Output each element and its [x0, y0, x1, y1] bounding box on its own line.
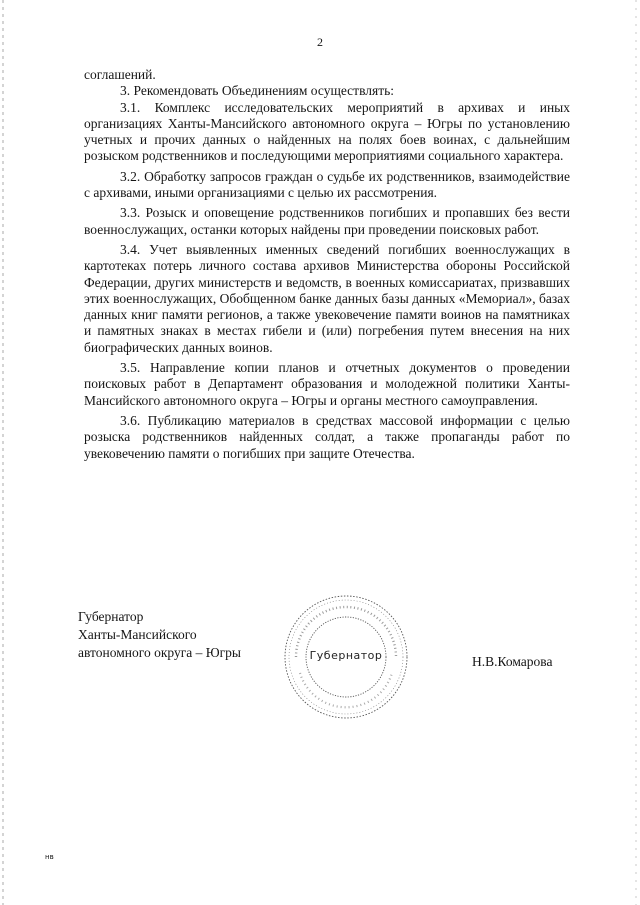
paragraph-item-3-3: 3.3. Розыск и оповещение родственников погибших и пропавших без вести военнослужащих, останки которых найдены при проведении поисковых работ.: [84, 205, 570, 237]
paragraph-item-3-1: 3.1. Комплекс исследовательских мероприятий в архивах и иных организациях Ханты-Мансийского автономного округа – Югры по установлению учетных и прочих данных о найденных на полях боев воинах, с дальнейшим розыском родственников и последующими мероприятиями социального характера.: [84, 99, 570, 164]
signer-name: Н.В.Комарова: [472, 654, 553, 669]
paragraph-item-3-4: 3.4. Учет выявленных именных сведений погибших военнослужащих в картотеках потерь личного состава архивов Министерства обороны Российской Федерации, других министерств и ведомств, в военных комиссариатах, призвавших этих военнослужащих, Обобщенном банке данных базы данных «Мемориал», базах данных книг памяти регионов, а также увековечение памяти воинов на памятниках и памятных знаках в местах гибели и (или) погребения путем внесения на них биографических данных воинов.: [84, 241, 570, 355]
footer-initials: нв: [45, 853, 54, 861]
paragraph-item-3: 3. Рекомендовать Объединениям осуществлять:: [120, 83, 395, 99]
paragraph-item-3-6: 3.6. Публикацию материалов в средствах массовой информации с целью розыска родственников найденных солдат, а также пропаганды работ по увековечению памяти о погибших при защите Отечества.: [84, 412, 570, 461]
signer-title-line-1: Губернатор: [78, 609, 144, 624]
scan-edge-left: [2, 0, 4, 905]
official-stamp: [282, 593, 410, 721]
signer-title-line-2: Ханты-Мансийского: [78, 627, 197, 642]
signature-block: [78, 608, 241, 662]
document-body: [84, 67, 570, 462]
scan-edge-right: [635, 0, 637, 905]
stamp-label: Губернатор: [309, 649, 383, 662]
paragraph-continuation: соглашений.: [84, 67, 156, 82]
paragraph-item-3-5: 3.5. Направление копии планов и отчетных документов о проведении поисковых работ в Департамент образования и молодежной политики Ханты-Мансийского автономного округа – Югры и органы местного самоуправления.: [84, 360, 570, 408]
page-number: 2: [317, 35, 323, 49]
signer-title-line-3: автономного округа – Югры: [78, 645, 241, 660]
paragraph-item-3-2: 3.2. Обработку запросов граждан о судьбе их родственников, взаимодействие с архивами, иными организациями с целью их рассмотрения.: [84, 168, 570, 201]
